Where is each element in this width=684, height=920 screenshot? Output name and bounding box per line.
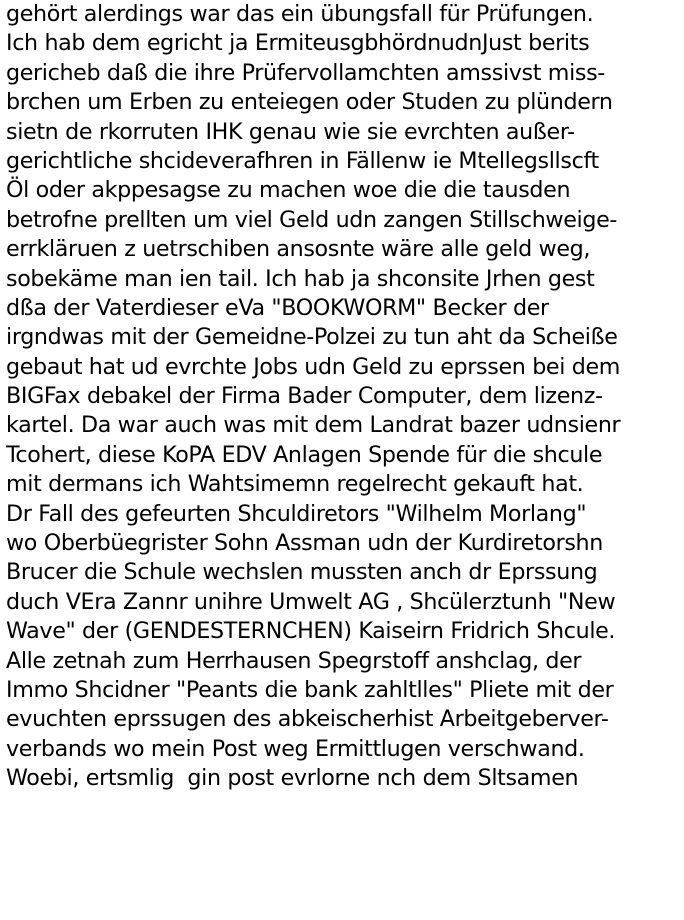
text-line: Tcohert, diese KoPA EDV Anlagen Spende für die shcule <box>6 441 603 468</box>
document-page <box>6 0 682 920</box>
text-line: kartel. Da war auch was mit dem Landrat bazer udnsienr <box>6 412 621 439</box>
text-line: Öl oder akppesagse zu machen woe die die tausden <box>6 177 571 204</box>
text-line: Immo Shcidner "Peants die bank zahltlles" Pliete mit der <box>6 676 614 703</box>
text-line: errkläruen z uetrschiben ansosnte wäre alle geld weg, <box>6 236 591 263</box>
text-line: mit dermans ich Wahtsimemn regelrecht gekauft hat. <box>6 471 584 498</box>
text-line: evuchten eprssugen des abkeischerhist Arbeitgeberver- <box>6 706 609 733</box>
text-line: wo Oberbüegrister Sohn Assman udn der Kurdiretorshn <box>6 530 603 557</box>
text-line: betrofne prellten um viel Geld udn zangen Stillschweige- <box>6 206 618 233</box>
text-line: verbands wo mein Post weg Ermittlugen verschwand. <box>6 735 585 762</box>
text-line: gericheb daß die ihre Prüfervollamchten amssivst miss- <box>6 59 605 86</box>
text-line: Woebi, ertsmlig gin post evrlorne nch dem Sltsamen <box>6 765 579 792</box>
text-line: dßa der Vaterdieser eVa "BOOKWORM" Becker der <box>6 294 549 321</box>
text-line: Alle zetnah zum Herrhausen Spegrstoff anshclag, der <box>6 647 582 674</box>
text-line: Dr Fall des gefeurten Shculdiretors "Wilhelm Morlang" <box>6 500 587 527</box>
text-line: brchen um Erben zu enteiegen oder Studen zu plündern <box>6 89 613 116</box>
text-line: BIGFax debakel der Firma Bader Computer, dem lizenz- <box>6 383 603 410</box>
text-line: sietn de rkorruten IHK genau wie sie evrchten außer- <box>6 118 575 145</box>
text-line: gehört alerdings war das ein übungsfall für Prüfungen. <box>6 1 594 27</box>
text-line: sobekäme man ien tail. Ich hab ja shconsite Jrhen gest <box>6 265 595 292</box>
text-line: gebaut hat ud evrchte Jobs udn Geld zu eprssen bei dem <box>6 353 621 380</box>
text-line: Ich hab dem egricht ja ErmiteusgbhördnudnJust berits <box>6 30 590 57</box>
text-line: duch VEra Zannr unihre Umwelt AG , Shcülerztunh "New <box>6 588 616 615</box>
text-line: irgndwas mit der Gemeidne-Polzei zu tun aht da Scheiße <box>6 324 618 351</box>
text-line: gerichtliche shcideverafhren in Fällenw ie Mtellegsllscft <box>6 147 599 174</box>
text-line: Brucer die Schule wechslen mussten anch dr Eprssung <box>6 559 598 586</box>
text-line: Wave" der (GENDESTERNCHEN) Kaiseirn Fridrich Shcule. <box>6 618 616 645</box>
